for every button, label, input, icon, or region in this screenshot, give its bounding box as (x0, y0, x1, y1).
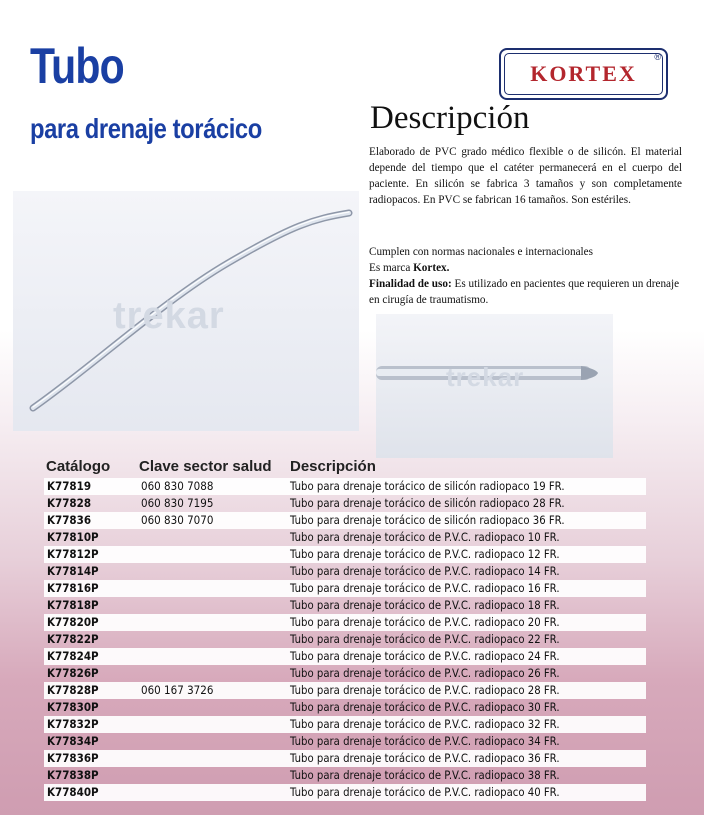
standards-text: Cumplen con normas nacionales e internacionales (369, 246, 593, 258)
table-row (44, 597, 646, 614)
description-details (369, 244, 689, 308)
watermark-main: trekar (113, 295, 225, 337)
table-row (44, 512, 646, 529)
table-row (44, 716, 646, 733)
cell-catalogo: K77832P (47, 717, 99, 731)
table-row (44, 699, 646, 716)
table-row (44, 546, 646, 563)
cell-catalogo: K77840P (47, 785, 99, 799)
cell-clave: 060 830 7088 (141, 479, 214, 493)
cell-catalogo: K77836P (47, 751, 99, 765)
catalog-table (44, 478, 646, 801)
page-subtitle: para drenaje torácico (30, 113, 262, 144)
cell-descripcion: Tubo para drenaje torácico de P.V.C. radiopaco 28 FR. (290, 683, 560, 697)
watermark-detail: trekar (446, 362, 525, 392)
cell-clave: 060 830 7070 (141, 513, 214, 527)
cell-descripcion: Tubo para drenaje torácico de P.V.C. radiopaco 16 FR. (290, 581, 560, 595)
header-descripcion: Descripción (290, 458, 376, 475)
brand-name: Kortex. (413, 262, 450, 274)
table-row (44, 563, 646, 580)
cell-clave: 060 830 7195 (141, 496, 214, 510)
cell-catalogo: K77819 (47, 479, 92, 493)
kortex-logo-frame (504, 53, 663, 95)
cell-descripcion: Tubo para drenaje torácico de P.V.C. radiopaco 24 FR. (290, 649, 560, 663)
cell-catalogo: K77824P (47, 649, 99, 663)
cell-descripcion: Tubo para drenaje torácico de P.V.C. radiopaco 38 FR. (290, 768, 560, 782)
table-row (44, 733, 646, 750)
description-paragraph: Elaborado de PVC grado médico flexible o de silicón. El material depende del tiempo que el catéter permanecerá en el cuerpo del paciente. En silicón se fabrica 3 tamaños y son completamente radiopacos. En PVC se fabrican 16 tamaños. Son estériles. (369, 146, 682, 206)
cell-descripcion: Tubo para drenaje torácico de P.V.C. radiopaco 40 FR. (290, 785, 560, 799)
cell-catalogo: K77838P (47, 768, 99, 782)
cell-descripcion: Tubo para drenaje torácico de P.V.C. radiopaco 22 FR. (290, 632, 560, 646)
cell-catalogo: K77820P (47, 615, 99, 629)
table-row (44, 750, 646, 767)
table-row (44, 767, 646, 784)
cell-catalogo: K77834P (47, 734, 99, 748)
cell-catalogo: K77818P (47, 598, 99, 612)
cell-catalogo: K77816P (47, 581, 99, 595)
cell-descripcion: Tubo para drenaje torácico de P.V.C. radiopaco 12 FR. (290, 547, 560, 561)
table-row (44, 682, 646, 699)
cell-descripcion: Tubo para drenaje torácico de P.V.C. radiopaco 30 FR. (290, 700, 560, 714)
table-row (44, 648, 646, 665)
cell-descripcion: Tubo para drenaje torácico de P.V.C. radiopaco 18 FR. (290, 598, 560, 612)
cell-descripcion: Tubo para drenaje torácico de P.V.C. radiopaco 10 FR. (290, 530, 560, 544)
cell-descripcion: Tubo para drenaje torácico de P.V.C. radiopaco 34 FR. (290, 734, 560, 748)
product-photo-tube-detail (376, 314, 613, 458)
logo-text: KORTEX (530, 61, 637, 86)
registered-mark: ® (654, 52, 661, 62)
cell-descripcion: Tubo para drenaje torácico de silicón radiopaco 19 FR. (290, 479, 565, 493)
header-catalogo: Catálogo (46, 458, 111, 475)
cell-catalogo: K77822P (47, 632, 99, 646)
table-row (44, 614, 646, 631)
page-title: Tubo (30, 38, 124, 94)
table-row (44, 495, 646, 512)
cell-catalogo: K77830P (47, 700, 99, 714)
brand-line (369, 260, 689, 276)
purpose-text: Es utilizado en pacientes que requieren un drenaje en cirugía de traumatismo. (369, 278, 680, 306)
cell-catalogo: K77814P (47, 564, 99, 578)
cell-descripcion: Tubo para drenaje torácico de P.V.C. radiopaco 26 FR. (290, 666, 560, 680)
cell-catalogo: K77812P (47, 547, 99, 561)
purpose-line (369, 276, 689, 308)
brand-prefix: Es marca (369, 262, 414, 274)
table-row (44, 665, 646, 682)
cell-clave: 060 167 3726 (141, 683, 214, 697)
table-row (44, 478, 646, 495)
table-row (44, 529, 646, 546)
table-row (44, 784, 646, 801)
purpose-label: Finalidad de uso: (369, 278, 452, 290)
cell-descripcion: Tubo para drenaje torácico de P.V.C. radiopaco 32 FR. (290, 717, 560, 731)
cell-catalogo: K77828P (47, 683, 99, 697)
cell-catalogo: K77836 (47, 513, 92, 527)
cell-descripcion: Tubo para drenaje torácico de silicón radiopaco 36 FR. (290, 513, 565, 527)
table-row (44, 580, 646, 597)
description-heading: Descripción (370, 100, 530, 136)
cell-descripcion: Tubo para drenaje torácico de P.V.C. radiopaco 36 FR. (290, 751, 560, 765)
cell-catalogo: K77826P (47, 666, 99, 680)
product-photo-tube (13, 191, 359, 431)
cell-descripcion: Tubo para drenaje torácico de silicón radiopaco 28 FR. (290, 496, 565, 510)
kortex-logo (499, 48, 668, 100)
cell-descripcion: Tubo para drenaje torácico de P.V.C. radiopaco 14 FR. (290, 564, 560, 578)
cell-catalogo: K77810P (47, 530, 99, 544)
table-row (44, 631, 646, 648)
header-clave: Clave sector salud (139, 458, 272, 475)
cell-catalogo: K77828 (47, 496, 92, 510)
cell-descripcion: Tubo para drenaje torácico de P.V.C. radiopaco 20 FR. (290, 615, 560, 629)
table-header (46, 458, 646, 478)
